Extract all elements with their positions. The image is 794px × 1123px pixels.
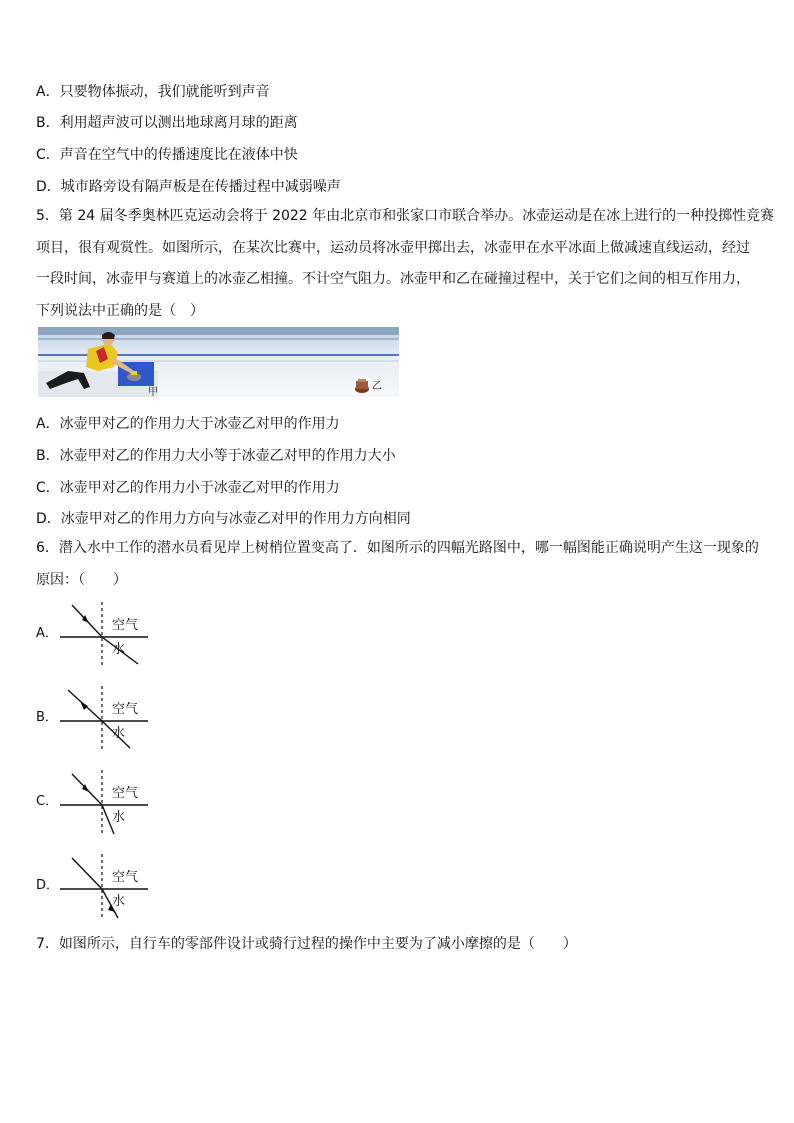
q6-diagram-b [36,684,156,746]
stone-jia-label: 甲 [148,387,158,397]
q5-option-a: A．冰壶甲对乙的作用力大于冰壶乙对甲的作用力 [36,416,340,432]
q4-option-d: D．城市路旁设有隔声板是在传播过程中减弱噪声 [36,179,341,195]
q6-diagram-d [36,852,156,914]
water-label: 水 [112,894,126,909]
q4-option-a: A．只要物体振动，我们就能听到声音 [36,84,270,100]
q4-option-c: C．声音在空气中的传播速度比在液体中快 [36,147,298,163]
q6-stem-line: 原因：（ ） [36,571,127,588]
water-label: 水 [112,810,126,825]
q5-stem-line: 下列说法中正确的是（ ） [36,302,204,319]
q6-option-label: C． [36,794,59,809]
q6-option-label: B． [36,710,58,725]
q6-stem-line: 6．潜入水中工作的潜水员看见岸上树梢位置变高了．如图所示的四幅光路图中，哪一幅图能正确说明产生这一现象的 [36,540,759,556]
q5-option-c: C．冰壶甲对乙的作用力小于冰壶乙对甲的作用力 [36,480,340,496]
q6-option-label: D． [36,878,60,893]
q4-option-b: B．利用超声波可以测出地球离月球的距离 [36,115,298,131]
q6-option-label: A． [36,626,58,641]
q5-option-b: B．冰壶甲对乙的作用力大小等于冰壶乙对甲的作用力大小 [36,448,396,464]
q5-stem-line: 一段时间，冰壶甲与赛道上的冰壶乙相撞。不计空气阻力。冰壶甲和乙在碰撞过程中，关于它们之间的相互作用力， [36,271,750,287]
air-label: 空气 [112,786,139,801]
water-label: 水 [112,642,126,657]
air-label: 空气 [112,618,139,633]
q7-stem: 7．如图所示，自行车的零部件设计或骑行过程的操作中主要为了减小摩擦的是（ ） [36,936,577,952]
q6-diagram-a [36,600,156,662]
q5-stem-line: 5．第 24 届冬季奥林匹克运动会将于 2022 年由北京市和张家口市联合举办。冰壶运动是在冰上进行的一种投掷性竞赛 [36,208,775,224]
q6-stem [36,533,761,596]
water-label: 水 [112,726,126,741]
q6-diagram-c [36,768,156,830]
air-label: 空气 [112,702,139,717]
stone-yi-label: 乙 [372,381,382,392]
q5-stem [36,201,775,327]
air-label: 空气 [112,870,139,885]
q5-stem-line: 项目，很有观赏性。如图所示，在某次比赛中，运动员将冰壶甲掷出去，冰壶甲在水平冰面上做减速直线运动，经过 [36,239,750,256]
curling-illustration [38,327,399,397]
q5-option-d: D．冰壶甲对乙的作用力方向与冰壶乙对甲的作用力方向相同 [36,511,411,527]
curling-photo [38,327,399,397]
